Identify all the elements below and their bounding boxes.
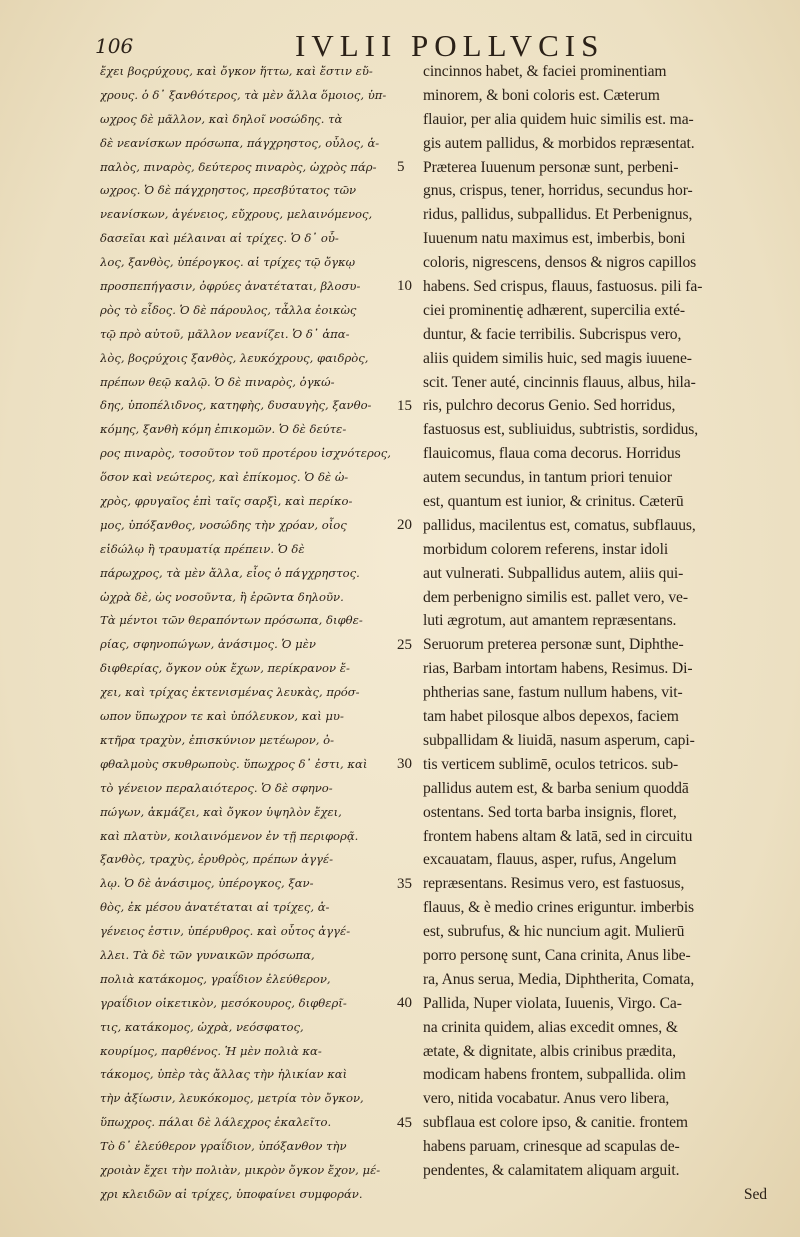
- greek-line: δὲ νεανίσκων πρόσωπα, πάγχρηστος, οὖλος, ἁ-: [100, 135, 380, 150]
- line-number: 5: [397, 158, 405, 175]
- greek-line: εἰδώλῳ ἢ τραυματίᾳ πρέπειν. Ὁ δὲ: [100, 541, 305, 556]
- greek-line: χροιὰν ἔχει τὴν πολιὰν, μικρὸν ὄγκον ἔχον, μέ-: [100, 1162, 381, 1177]
- greek-line: ὕπωχρος. πάλαι δὲ λάλεχρος ἐκαλεῖτο.: [100, 1115, 332, 1130]
- latin-line: habens paruam, crinesque ad scapulas de-: [423, 1138, 680, 1156]
- latin-line: Præterea Iuuenum personæ sunt, perbeni-: [423, 158, 679, 176]
- greek-line: χει, καὶ τρίχας ἐκτενισμένας λευκὰς, πρόσ-: [100, 685, 360, 700]
- latin-line: luti ægrotum, aut amantem repræsentans.: [423, 612, 677, 630]
- greek-line: Τὸ δ᾽ ἐλεύθερον γραΐδιον, ὑπόξανθον τὴν: [100, 1139, 347, 1154]
- greek-line: γένειος ἐστιν, ὑπέρυθρος. καὶ οὗτος ἀγγέ-: [100, 924, 351, 939]
- line-number: 15: [397, 397, 412, 414]
- latin-line: gnus, crispus, tener, horridus, secundus hor-: [423, 182, 693, 200]
- latin-line: gis autem pallidus, & morbidos repræsentat.: [423, 134, 695, 152]
- greek-line: ωχρος δὲ μᾶλλον, καὶ δηλοῖ νοσώδης. τὰ: [100, 111, 343, 126]
- latin-line: coloris, nigrescens, densos & nigros capillos: [423, 254, 697, 272]
- latin-line: scit. Tener auté, cincinnis flauus, albus, hila-: [423, 373, 696, 391]
- greek-line: ξανθὸς, τραχὺς, ἐρυθρὸς, πρέπων ἀγγέ-: [100, 852, 334, 867]
- greek-line: ρίας, σφηνοπώγων, ἀνάσιμος. Ὁ μὲν: [100, 637, 316, 652]
- greek-line: ρὸς τὸ εἶδος. Ὁ δὲ πάρουλος, τἆλλα ἐοικὼς: [100, 302, 357, 317]
- running-title: IVLII POLLVCIS: [295, 28, 605, 63]
- greek-line: κουρίμος, παρθένος. Ἡ μὲν πολιὰ κα-: [100, 1043, 322, 1058]
- latin-line: habens. Sed crispus, flauus, fastuosus. pili fa-: [423, 278, 703, 296]
- latin-line: porro personę sunt, Cana crinita, Anus libe-: [423, 946, 691, 964]
- latin-line: rias, Barbam intortam habens, Resimus. Di-: [423, 660, 693, 678]
- latin-line: subpallidam & liuidā, nasum asperum, capi-: [423, 731, 695, 749]
- latin-line: ridus, pallidus, subpallidus. Et Perbenignus,: [423, 206, 693, 224]
- latin-line: est, quantum est iunior, & crinitus. Cæterū: [423, 493, 684, 511]
- line-number: 45: [397, 1114, 412, 1131]
- greek-line: ωχρος. Ὁ δὲ πάγχρηστος, πρεσβύτατος τῶν: [100, 183, 357, 198]
- latin-line: repræsentans. Resimus vero, est fastuosus,: [423, 875, 685, 893]
- greek-line: μος, ὑπόξανθος, νοσώδης τὴν χρόαν, οἷος: [100, 517, 347, 532]
- latin-line: Pallida, Nuper violata, Iuuenis, Virgo. Ca-: [423, 994, 682, 1012]
- line-number: 35: [397, 875, 412, 892]
- line-number: 20: [397, 517, 412, 534]
- greek-line: πάρωχρος, τὰ μὲν ἄλλα, εἶος ὁ πάγχρηστος.: [100, 565, 360, 580]
- latin-line: duntur, & facie terribilis. Subcrispus vero,: [423, 325, 682, 343]
- greek-line: θὸς, ἐκ μέσου ἀνατέταται αἱ τρίχες, ἀ-: [100, 900, 330, 915]
- latin-line: tam habet pilosque albos depexos, faciem: [423, 708, 679, 726]
- greek-line: πρέπων θεῷ καλῷ. Ὁ δὲ πιναρὸς, ὀγκώ-: [100, 374, 335, 389]
- greek-line: χρι κλειδῶν αἱ τρίχες, ὑποφαίνει συμφοράν.: [100, 1186, 363, 1201]
- latin-line: pallidus autem est, & barba senium quoddā: [423, 779, 689, 797]
- greek-line: λλει. Τὰ δὲ τῶν γυναικῶν πρόσωπα,: [100, 947, 315, 962]
- greek-line: λῳ. Ὁ δὲ ἀνάσιμος, ὑπέρογκος, ξαν-: [100, 876, 314, 891]
- greek-line: δασεῖαι καὶ μέλαιναι αἱ τρίχες. Ὁ δ᾽ οὖ-: [100, 231, 339, 246]
- greek-line: Τὰ μέντοι τῶν θεραπόντων πρόσωπα, διφθε-: [100, 613, 363, 628]
- latin-line: modicam habens frontem, subpallida. olim: [423, 1066, 686, 1084]
- latin-line: tis verticem sublimē, oculos tetricos. sub-: [423, 755, 679, 773]
- page-header: [95, 28, 775, 64]
- latin-line: est, subrufus, & hic nuncium agit. Mulierū: [423, 923, 685, 941]
- latin-line: dem perbenigno similis est. pallet vero, ve-: [423, 588, 688, 606]
- latin-line: autem secundus, in tantum priori tenuior: [423, 469, 672, 487]
- latin-line: aut vulnerati. Subpallidus autem, aliis qui-: [423, 564, 684, 582]
- greek-line: φθαλμοὺς σκυθρωποὺς. ὕπωχρος δ᾽ ἐστι, καὶ: [100, 756, 368, 771]
- greek-line: γραΐδιον οἰκετικὸν, μεσόκουρος, διφθερῖ-: [100, 995, 347, 1010]
- greek-line: κόμης, ξανθὴ κόμη ἐπικομῶν. Ὁ δὲ δεύτε-: [100, 422, 347, 437]
- greek-line: καὶ πλατὺν, κοιλαινόμενον ἐν τῇ περιφορᾷ.: [100, 828, 359, 843]
- greek-line: πώγων, ἀκμάζει, καὶ ὄγκον ὑψηλὸν ἔχει,: [100, 804, 342, 819]
- latin-line: cincinnos habet, & faciei prominentiam: [423, 63, 667, 80]
- latin-line: ætate, & dignitate, albis crinibus prædita,: [423, 1042, 676, 1060]
- latin-line: ris, pulchro decorus Genio. Sed horridus,: [423, 397, 676, 415]
- latin-line: aliis quidem similis huic, sed magis iuuene-: [423, 349, 692, 367]
- greek-line: προσπεπήγασιν, ὀφρύες ἀνατέταται, βλοσυ-: [100, 279, 361, 294]
- latin-line: flauus, & è medio crines eriguntur. imberbis: [423, 899, 695, 917]
- greek-line: νεανίσκων, ἀγένειος, εὔχρους, μελαινόμενος,: [100, 207, 373, 222]
- greek-line: τάκομος, ὑπὲρ τὰς ἄλλας τὴν ἡλικίαν καὶ: [100, 1067, 348, 1082]
- latin-line: Iuuenum natu maximus est, imberbis, boni: [423, 230, 686, 248]
- latin-line: pallidus, macilentus est, comatus, subflauus,: [423, 516, 696, 534]
- greek-line: διφθερίας, ὄγκον οὐκ ἔχων, περίκρανον ἔ-: [100, 661, 350, 676]
- latin-line: flauicomus, flaua coma decorus. Horridus: [423, 445, 681, 463]
- latin-line: frontem habens altam & latā, sed in circuitu: [423, 827, 693, 845]
- latin-line: pendentes, & calamitatem aliquam arguit.: [423, 1161, 680, 1179]
- latin-line: fastuosus est, subliuidus, subtristis, sordidus,: [423, 421, 699, 439]
- greek-line: χρὸς, φρυγαῖος ἐπὶ ταῖς σαρξὶ, καὶ περίκο-: [100, 494, 353, 509]
- latin-line: Seruorum preterea personæ sunt, Diphthe-: [423, 636, 684, 654]
- latin-line: vero, nitida vocabatur. Anus vero libera,: [423, 1090, 670, 1108]
- greek-line: λος, ξανθὸς, ὑπέρογκος. αἱ τρίχες τῷ ὄγκῳ: [100, 255, 356, 270]
- line-number: 10: [397, 278, 412, 295]
- greek-line: κτῆρα τραχὺν, ἐπισκύνιον μετέωρον, ὀ-: [100, 732, 335, 747]
- greek-line: λὸς, βοςρύχοις ξανθὸς, λευκόχρους, φαιδρὸς,: [100, 350, 369, 365]
- latin-line: flauior, per alia quidem huic similis est. ma-: [423, 110, 694, 128]
- greek-line: ἔχει βοςρύχους, καὶ ὄγκον ἥττω, καὶ ἔστιν εὔ-: [100, 64, 373, 78]
- greek-text-column: [100, 60, 395, 1207]
- page-number: 106: [95, 34, 134, 58]
- greek-line: ὅσον καὶ νεώτερος, καὶ ἐπίκομος. Ὁ δὲ ὠ-: [100, 470, 349, 485]
- greek-line: ρος πιναρὸς, τοσοῦτον τοῦ προτέρου ἰσχνότερος,: [100, 446, 391, 461]
- line-number: 30: [397, 756, 412, 773]
- latin-line: subflaua est colore ipso, & canitie. frontem: [423, 1114, 688, 1132]
- greek-line: δης, ὑποπέλιδνος, κατηφὴς, δυσαυγὴς, ξανθο-: [100, 398, 372, 413]
- latin-line: ra, Anus serua, Media, Diphtherita, Comata,: [423, 970, 695, 988]
- latin-text-column: [423, 60, 775, 1207]
- latin-line: na crinita quidem, alias excedit omnes, &: [423, 1018, 678, 1036]
- latin-line: ciei prominentię adhærent, supercilia exté-: [423, 301, 685, 319]
- greek-line: χρους. ὁ δ᾽ ξανθότερος, τὰ μὲν ἄλλα ὅμοιος, ὑπ-: [100, 87, 387, 102]
- greek-line: τῷ πρὸ αὐτοῦ, μᾶλλον νεανίζει. Ὁ δ᾽ ἁπα-: [100, 326, 350, 341]
- latin-line: morbidum colorem referens, instar idoli: [423, 540, 669, 558]
- latin-line: ostentans. Sed torta barba insignis, floret,: [423, 803, 677, 821]
- latin-line: excauatam, flauus, asper, rufus, Angelum: [423, 851, 677, 869]
- latin-line: minorem, & boni coloris est. Cæterum: [423, 86, 660, 104]
- greek-line: τις, κατάκομος, ὠχρὰ, νεόσφατος,: [100, 1019, 304, 1034]
- greek-line: ωπον ὕπωχρον τε καὶ ὑπόλευκον, καὶ μυ-: [100, 709, 344, 724]
- greek-line: ὠχρὰ δὲ, ὡς νοσοῦντα, ἢ ἐρῶντα δηλοῦν.: [100, 589, 344, 604]
- greek-line: παλὸς, πιναρὸς, δεύτερος πιναρὸς, ὠχρὸς πάρ-: [100, 159, 377, 174]
- greek-line: τὴν ἀξίωσιν, λευκόκομος, μετρία τὸν ὄγκον,: [100, 1091, 364, 1106]
- greek-line: πολιὰ κατάκομος, γραΐδιον ἐλεύθερον,: [100, 971, 331, 986]
- latin-line: Sed: [743, 1185, 767, 1203]
- latin-line: phtherias sane, fastum nullum habens, vit-: [423, 684, 683, 702]
- line-number: 40: [397, 995, 412, 1012]
- greek-line: τὸ γένειον περαλαιότερος. Ὁ δὲ σφηνο-: [100, 780, 333, 795]
- line-number: 25: [397, 636, 412, 653]
